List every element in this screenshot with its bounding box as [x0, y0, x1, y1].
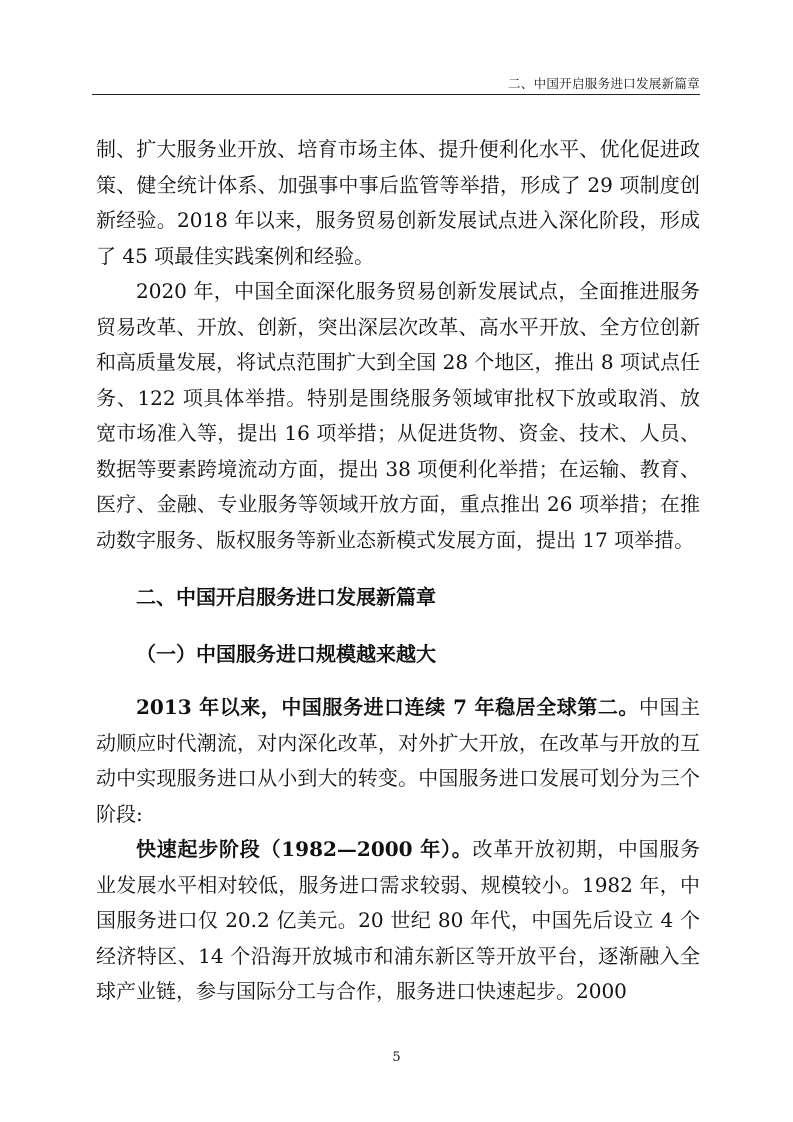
paragraph-text: 中国主动顺应时代潮流，对内深化改革，对外扩大开放，在改革与开放的互动中实现服务进口从小到大的转变。中国服务进口发展可划分为三个阶段: — [96, 695, 701, 826]
paragraph-continued: 制、扩大服务业开放、培育市场主体、提升便利化水平、优化促进政策、健全统计体系、加强事中事后监管等举措，形成了 29 项制度创新经验。2018 年以来，服务贸易创新发展试点进入深化阶段，形成了 45 项最佳实践案例和经验。 — [96, 137, 700, 268]
paragraph-2020-pilot: 2020 年，中国全面深化服务贸易创新发展试点，全面推进服务贸易改革、开放、创新，突出深层次改革、高水平开放、全方位创新和高质量发展，将试点范围扩大到全国 28 个地区，推出 8 项试点任务、122 项具体举措。特别是围绕服务领域审批权下放或取消、放宽市场准入等，提出 16 项举措；从促进货物、资金、技术、人员、数据等要素跨境流动方面，提出 38 项便利化举措；在运输、教育、医疗、金融、专业服务等领域开放方面，重点推出 26 项举措；在推动数字服务、版权服务等新业态新模式发展方面，提出 17 项举措。 — [96, 279, 700, 552]
running-header — [92, 72, 700, 95]
paragraph-import-scale — [96, 690, 700, 832]
paragraph-lead-bold: 快速起步阶段（1982—2000 年）。 — [136, 837, 473, 861]
running-header-title: 二、中国开启服务进口发展新篇章 — [507, 76, 700, 91]
document-body — [96, 132, 700, 1010]
section-heading: 二、中国开启服务进口发展新篇章 — [136, 585, 436, 609]
paragraph-rapid-start — [96, 832, 700, 1010]
paragraph-lead-bold: 2013 年以来，中国服务进口连续 7 年稳居全球第二。 — [136, 695, 639, 719]
sub-heading: （一）中国服务进口规模越来越大 — [136, 642, 436, 666]
page-number: 5 — [392, 1050, 401, 1065]
paragraph-text: 改革开放初期，中国服务业发展水平相对较低，服务进口需求较弱、规模较小。1982 年，中国服务进口仅 20.2 亿美元。20 世纪 80 年代，中国先后设立 4 个经济特区、14 个沿海开放城市和浦东新区等开放平台，逐渐融入全球产业链，参与国际分工与合作，服务进口快速起步。2000 — [96, 837, 701, 1003]
